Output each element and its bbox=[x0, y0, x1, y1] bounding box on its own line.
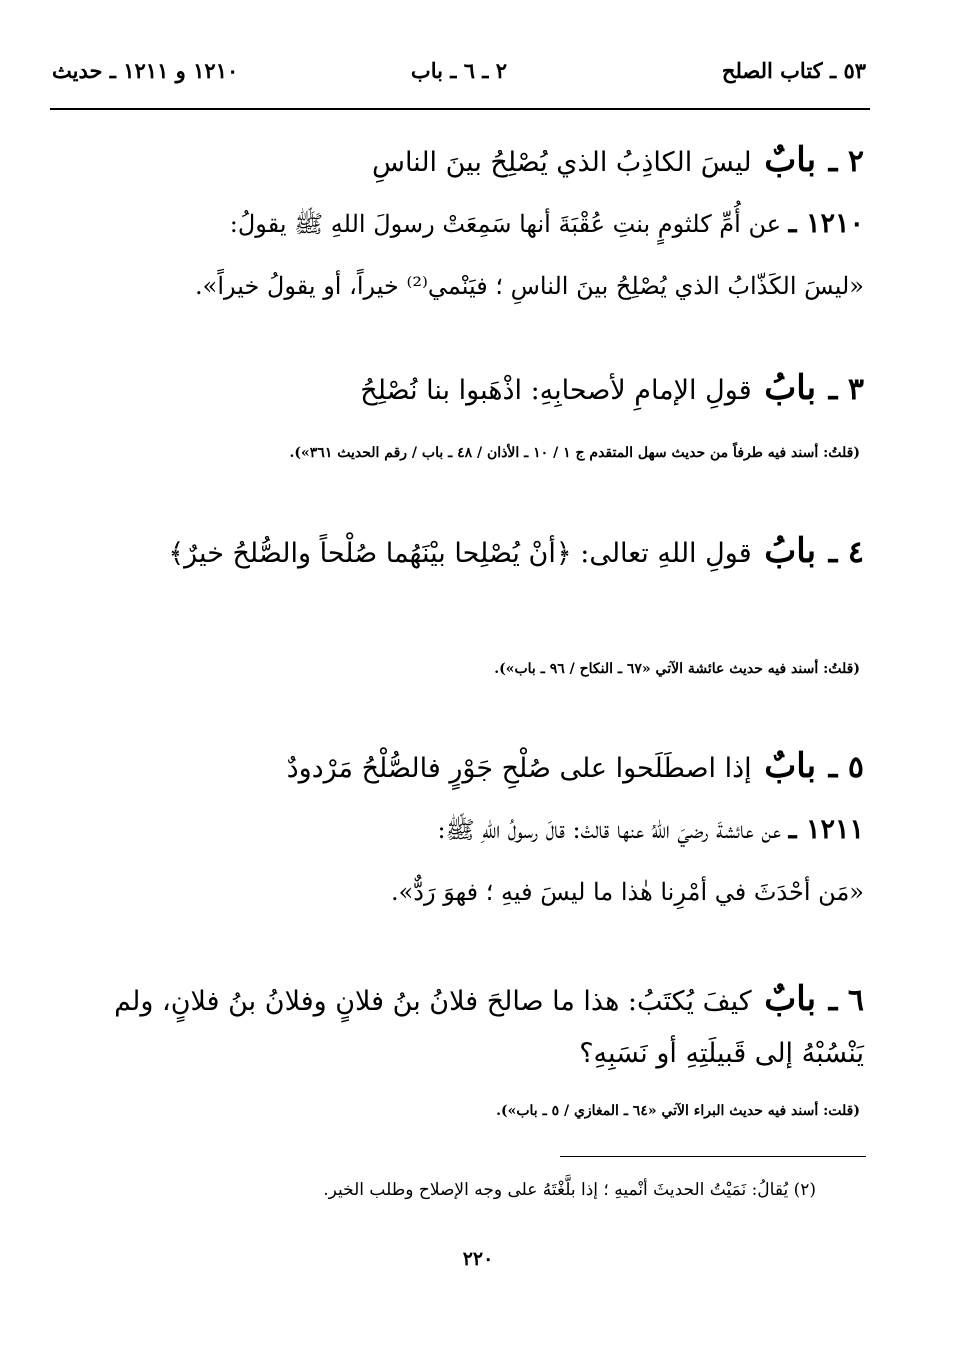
section-number: ٤ ـ bbox=[828, 535, 864, 570]
note-section-4 bbox=[330, 660, 860, 680]
section-heading-text: ليسَ الكاذِبُ الذي يُصْلِحُ بينَ الناسِ bbox=[371, 147, 752, 178]
hadith-1210-isnad bbox=[60, 206, 864, 242]
section-keyword: بابٌ bbox=[764, 979, 817, 1019]
page-number: ٢٢٠ bbox=[462, 1248, 494, 1270]
running-header bbox=[52, 58, 866, 94]
hadith-text: «مَن أحْدَثَ في أمْرِنا هٰذا ما ليسَ فيهِ ؛ فهوَ رَدٌّ». bbox=[390, 878, 864, 906]
hadith-text: عن أُمِّ كلثومٍ بنتِ عُقْبَةَ أنها سَمِعَتْ رسولَ اللهِ ﷺ يقولُ: bbox=[229, 210, 782, 238]
header-book-title: ٥٣ ـ كتاب الصلح bbox=[721, 58, 866, 83]
note-label: (قلتُ: bbox=[823, 445, 860, 461]
section-title-5 bbox=[60, 744, 864, 788]
footnote: (٢) يُقالُ: نَمَيْتُ الحديثَ أنْميهِ ؛ إذا بلَّغْتَهُ على وجه الإصلاح وطلب الخير. bbox=[323, 1180, 816, 1200]
section-title-4 bbox=[56, 522, 864, 582]
section-title-2 bbox=[60, 138, 864, 182]
header-rule bbox=[50, 108, 870, 110]
note-text: أسند فيه حديث عائشة الآتي «٦٧ ـ النكاح / ٩٦ ـ باب»). bbox=[494, 661, 819, 677]
section-number: ٣ ـ bbox=[828, 372, 864, 407]
note-label: (قلت: bbox=[823, 1103, 860, 1119]
hadith-number: ١٢١٠ ـ bbox=[788, 208, 864, 239]
section-number: ٢ ـ bbox=[828, 144, 864, 179]
hadith-1211-isnad bbox=[60, 812, 864, 848]
section-keyword: بابٌ bbox=[764, 140, 817, 180]
section-heading-text: قولِ اللهِ تعالى: ﴿أنْ يُصْلِحا بيْنَهُما صُلْحاً والصُّلحُ خيرٌ﴾ bbox=[168, 538, 752, 569]
section-heading-text: إذا اصطَلَحوا على صُلْحِ جَوْرٍ فالصُّلْحُ مَرْدودٌ bbox=[286, 753, 752, 784]
section-title-3 bbox=[60, 366, 864, 410]
hadith-number: ١٢١١ ـ bbox=[788, 814, 864, 845]
section-keyword: بابُ bbox=[764, 531, 817, 571]
hadith-text: «ليسَ الكَذّابُ الذي يُصْلِحُ بينَ الناسِ ؛ فيَنْمي⁽²⁾ خيراً، أو يقولُ خيراً». bbox=[195, 272, 864, 300]
note-section-3 bbox=[110, 444, 860, 464]
hadith-1210-matn bbox=[60, 270, 864, 302]
section-title-6 bbox=[60, 970, 864, 1077]
note-text: أسند فيه طرفاً من حديث سهل المتقدم ج ١ / ١٠ ـ الأذان / ٤٨ ـ باب / رقم الحديث ٣٦١»). bbox=[289, 445, 819, 461]
footnote-rule bbox=[560, 1156, 866, 1157]
hadith-text: عن عائشةَ رضيَ اللهُ عنها قالتْ: قالَ رسولُ اللهِ ﷺ: bbox=[437, 816, 782, 844]
section-heading-text: قولِ الإمامِ لأصحابِهِ: اذْهَبوا بنا نُصْلِحُ bbox=[360, 375, 752, 406]
note-section-6 bbox=[330, 1102, 860, 1122]
header-hadith-range: ١٢١٠ و ١٢١١ ـ حديث bbox=[52, 58, 239, 83]
header-chapters: ٢ ـ ٦ ـ باب bbox=[410, 58, 508, 83]
note-text: أسند فيه حديث البراء الآتي «٦٤ ـ المغازي / ٥ ـ باب»). bbox=[496, 1103, 819, 1119]
note-label: (قلتُ: bbox=[823, 661, 860, 677]
hadith-1211-matn bbox=[60, 876, 864, 908]
section-number: ٥ ـ bbox=[828, 750, 864, 785]
section-keyword: بابُ bbox=[764, 368, 817, 408]
section-number: ٦ ـ bbox=[828, 983, 864, 1018]
section-heading-text: كيفَ يُكتَبُ: هذا ما صالحَ فلانُ بنُ فلانٍ وفلانُ بنُ فلانٍ، ولم يَنْسُبْهُ إلى قَبيلَتِهِ أو نَسَبِهِ؟ bbox=[114, 986, 864, 1069]
section-keyword: بابٌ bbox=[764, 746, 817, 786]
